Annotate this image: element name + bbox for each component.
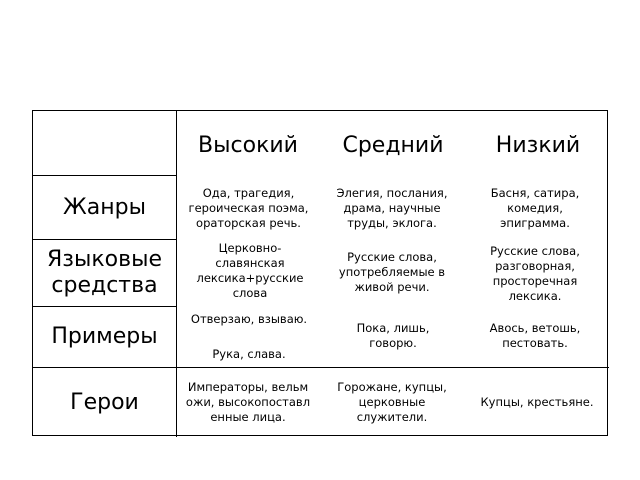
row-header-language: Языковые средства <box>47 247 162 298</box>
row-header-examples: Примеры <box>51 324 158 349</box>
cell-heroes-middle: Горожане, купцы, церковные служители. <box>337 379 447 424</box>
column-header-high: Высокий <box>198 132 298 158</box>
row-header-heroes: Герои <box>70 389 139 415</box>
cell-language-low: Русские слова, разговорная, просторечная лексика. <box>490 244 580 303</box>
cell-heroes-high: Императоры, вельможи, высокопоставленные лица. <box>185 379 311 424</box>
cell-genres-high: Ода, трагедия, героическая поэма, ораторская речь. <box>188 185 309 230</box>
cell-genres-middle: Элегия, послания, драма, научные труды, эклога. <box>336 185 448 230</box>
styles-table <box>32 110 608 436</box>
cell-examples-middle: Пока, лишь, говорю. <box>356 321 430 350</box>
cell-language-middle: Русские слова, употребляемые в живой речи. <box>338 249 446 294</box>
cell-examples-low: Авось, ветошь, пестовать. <box>489 321 581 350</box>
cell-heroes-low: Купцы, крестьяне. <box>480 394 594 409</box>
column-header-low: Низкий <box>495 132 581 158</box>
column-header-middle: Средний <box>342 132 444 158</box>
cell-language-high: Церковно-славянская лексика+русские слова <box>196 241 304 300</box>
cell-examples-high: Отверзаю, взываю. <box>190 311 308 326</box>
cell-genres-low: Басня, сатира, комедия, эпиграмма. <box>490 185 580 230</box>
cell-examples-high-extra: Рука, слава. <box>212 346 286 361</box>
row-header-genres: Жанры <box>63 194 146 220</box>
grid-line <box>176 111 177 437</box>
